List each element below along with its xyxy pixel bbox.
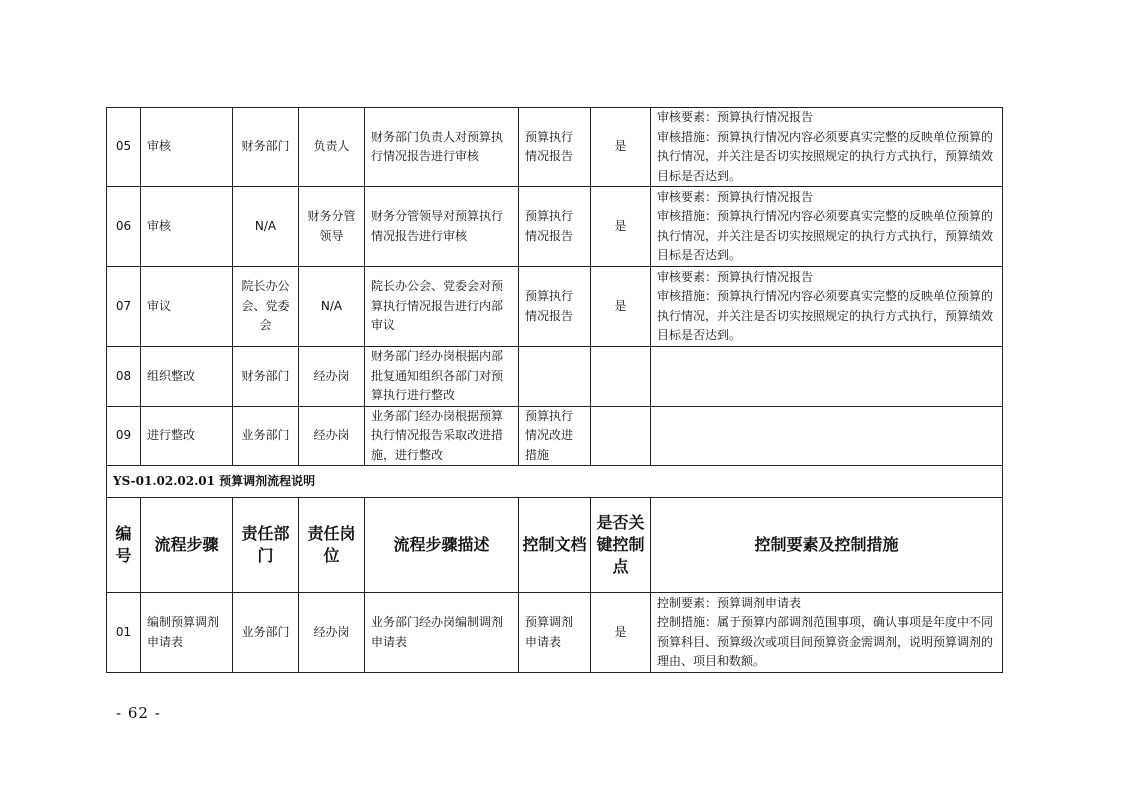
- step-description: 业务部门经办岗根据预算执行情况报告采取改进措施，进行整改: [365, 406, 519, 466]
- key-control-flag: 是: [591, 267, 651, 347]
- step-number: 06: [107, 187, 141, 267]
- control-measure-text: 审核措施：预算执行情况内容必须要真实完整的反映单位预算的执行情况，并关注是否切实按照规定的执行方式执行，预算绩效目标是否达到。: [657, 129, 994, 183]
- process-table: [106, 107, 1003, 673]
- control-document: 预算执行情况报告: [519, 108, 591, 187]
- step-description: 财务分管领导对预算执行情况报告进行审核: [365, 187, 519, 267]
- control-element-label: 审核要素：预算执行情况报告: [657, 110, 814, 124]
- header-document: 控制文档: [519, 498, 591, 593]
- control-measure-text: 审核措施：预算执行情况内容必须要真实完整的反映单位预算的执行情况，并关注是否切实按照规定的执行方式执行，预算绩效目标是否达到。: [657, 209, 994, 262]
- responsible-dept: 业务部门: [233, 593, 299, 673]
- step-name: 进行整改: [141, 406, 233, 466]
- control-document: [519, 347, 591, 407]
- step-name: 编制预算调剂申请表: [141, 593, 233, 673]
- step-number: 01: [107, 593, 141, 673]
- control-measures: [651, 347, 1003, 407]
- header-dept: 责任部门: [233, 498, 299, 593]
- table-row: [107, 406, 1003, 466]
- control-measures: [651, 108, 1003, 187]
- step-name: 审议: [141, 267, 233, 347]
- control-measures: [651, 187, 1003, 267]
- responsible-post: 财务分管领导: [299, 187, 365, 267]
- header-step: 流程步骤: [141, 498, 233, 593]
- header-control-measures: 控制要素及控制措施: [651, 498, 1003, 593]
- responsible-dept: 院长办公会、党委会: [233, 267, 299, 347]
- responsible-post: 负责人: [299, 108, 365, 187]
- step-description: 财务部门负责人对预算执行情况报告进行审核: [365, 108, 519, 187]
- table-row: [107, 347, 1003, 407]
- step-number: 07: [107, 267, 141, 347]
- control-document: 预算调剂申请表: [519, 593, 591, 673]
- table-row: [107, 593, 1003, 673]
- step-description: 财务部门经办岗根据内部批复通知组织各部门对预算执行进行整改: [365, 347, 519, 407]
- step-number: 09: [107, 406, 141, 466]
- key-control-flag: 是: [591, 593, 651, 673]
- table-row: [107, 267, 1003, 347]
- responsible-post: 经办岗: [299, 347, 365, 407]
- step-name: 审核: [141, 187, 233, 267]
- control-document: 预算执行情况改进措施: [519, 406, 591, 466]
- header-description: 流程步骤描述: [365, 498, 519, 593]
- control-element-label: 控制要素：预算调剂申请表: [657, 595, 802, 610]
- control-measures: [651, 267, 1003, 347]
- step-number: 08: [107, 347, 141, 407]
- table-header-row: [107, 498, 1003, 593]
- responsible-dept: 财务部门: [233, 347, 299, 407]
- step-description: 业务部门经办岗编制调剂申请表: [365, 593, 519, 673]
- table-row: [107, 187, 1003, 267]
- responsible-post: N/A: [299, 267, 365, 347]
- key-control-flag: [591, 347, 651, 407]
- control-document: 预算执行情况报告: [519, 187, 591, 267]
- control-element-label: 审核要素：预算执行情况报告: [657, 269, 814, 284]
- responsible-post: 经办岗: [299, 593, 365, 673]
- header-post: 责任岗位: [299, 498, 365, 593]
- key-control-flag: 是: [591, 187, 651, 267]
- control-element-label: 审核要素：预算执行情况报告: [657, 189, 814, 204]
- step-name: 审核: [141, 108, 233, 187]
- control-document: 预算执行情况报告: [519, 267, 591, 347]
- step-number: 05: [107, 108, 141, 187]
- control-measure-text: 控制措施：属于预算内部调剂范围事项，确认事项是年度中不同预算科目、预算级次或项目间预算资金需调剂，说明预算调剂的理由、项目和数额。: [657, 615, 994, 668]
- key-control-flag: 是: [591, 108, 651, 187]
- table-row: [107, 108, 1003, 187]
- section-title-row: [107, 466, 1003, 498]
- section-title: YS-01.02.02.01 预算调剂流程说明: [107, 466, 1003, 498]
- header-key-control: 是否关键控制点: [591, 498, 651, 593]
- page-number: - 62 -: [116, 704, 161, 722]
- responsible-dept: 业务部门: [233, 406, 299, 466]
- key-control-flag: [591, 406, 651, 466]
- control-measures: [651, 406, 1003, 466]
- responsible-dept: 财务部门: [233, 108, 299, 187]
- step-name: 组织整改: [141, 347, 233, 407]
- responsible-dept: N/A: [233, 187, 299, 267]
- responsible-post: 经办岗: [299, 406, 365, 466]
- control-measures: [651, 593, 1003, 673]
- control-measure-text: 审核措施：预算执行情况内容必须要真实完整的反映单位预算的执行情况，并关注是否切实按照规定的执行方式执行，预算绩效目标是否达到。: [657, 289, 994, 342]
- header-number: 编号: [107, 498, 141, 593]
- step-description: 院长办公会、党委会对预算执行情况报告进行内部审议: [365, 267, 519, 347]
